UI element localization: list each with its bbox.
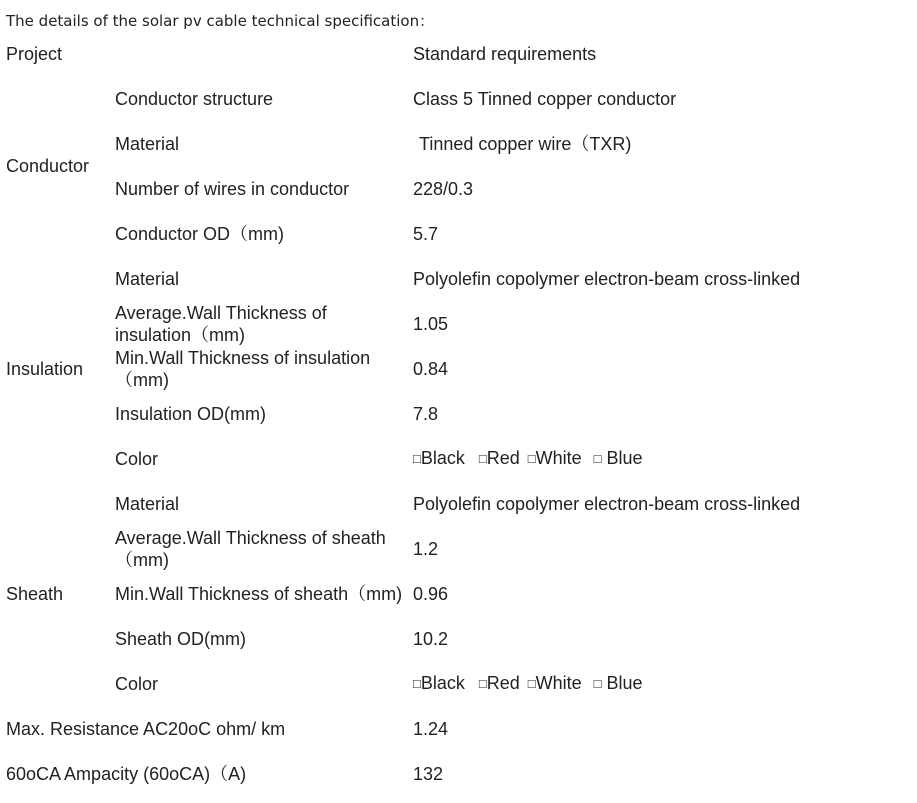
item-label: Material bbox=[115, 493, 180, 514]
item-label: 60oCA Ampacity (60oCA)（A) bbox=[6, 763, 247, 784]
item-value: 10.2 bbox=[413, 628, 449, 649]
checkbox-icon: □ bbox=[478, 451, 487, 466]
table-row bbox=[0, 616, 860, 661]
color-option: Red bbox=[486, 673, 520, 693]
group-sheath: Sheath bbox=[6, 583, 64, 604]
table-row bbox=[0, 166, 860, 211]
standard-header: Standard requirements bbox=[413, 43, 597, 64]
item-label: Average.Wall Thickness of sheath（mm) bbox=[115, 527, 386, 570]
item-value: 5.7 bbox=[413, 223, 439, 244]
item-value: 132 bbox=[413, 763, 444, 784]
color-option: White bbox=[535, 673, 582, 693]
group-conductor: Conductor bbox=[6, 156, 90, 176]
item-value: 0.84 bbox=[413, 358, 449, 379]
table-row bbox=[0, 661, 860, 706]
item-value: 0.96 bbox=[413, 583, 449, 604]
item-label: Insulation OD(mm) bbox=[115, 403, 267, 424]
table-row bbox=[0, 211, 860, 256]
checkbox-icon: □ bbox=[593, 676, 602, 691]
project-header: Project bbox=[6, 43, 63, 64]
table-row bbox=[0, 436, 860, 481]
table-row bbox=[0, 121, 860, 166]
color-options bbox=[407, 661, 860, 706]
color-options bbox=[407, 436, 860, 481]
color-option: Blue bbox=[606, 448, 643, 468]
color-option: Red bbox=[486, 448, 520, 468]
checkbox-icon: □ bbox=[413, 451, 421, 466]
item-label: Color bbox=[115, 673, 159, 694]
group-insulation: Insulation bbox=[6, 358, 84, 379]
table-row bbox=[0, 346, 860, 391]
item-label: Max. Resistance AC20oC ohm/ km bbox=[6, 718, 286, 739]
table-row bbox=[0, 481, 860, 526]
item-label: Sheath OD(mm) bbox=[115, 628, 247, 649]
item-label: Number of wires in conductor bbox=[115, 178, 350, 199]
checkbox-icon: □ bbox=[527, 676, 536, 691]
table-header-row bbox=[0, 31, 860, 76]
checkbox-icon: □ bbox=[527, 451, 536, 466]
item-value: 228/0.3 bbox=[413, 178, 474, 199]
item-label: Min.Wall Thickness of sheath（mm) bbox=[115, 583, 403, 604]
table-row bbox=[0, 751, 860, 796]
item-label: Conductor OD（mm) bbox=[115, 223, 285, 244]
item-label: Conductor structure bbox=[115, 88, 274, 109]
checkbox-icon: □ bbox=[413, 676, 421, 691]
item-label: Color bbox=[115, 448, 159, 469]
checkbox-icon: □ bbox=[478, 676, 487, 691]
table-row bbox=[0, 391, 860, 436]
table-row bbox=[0, 571, 860, 616]
checkbox-icon: □ bbox=[593, 451, 602, 466]
item-label: Material bbox=[115, 133, 180, 154]
color-option: Black bbox=[420, 673, 465, 693]
item-value: Polyolefin copolymer electron-beam cross-linked bbox=[413, 493, 801, 514]
table-row bbox=[0, 256, 860, 301]
item-value: Polyolefin copolymer electron-beam cross-linked bbox=[413, 268, 801, 289]
color-option: Blue bbox=[606, 673, 643, 693]
color-option: Black bbox=[420, 448, 465, 468]
item-label: Average.Wall Thickness of insulation（mm) bbox=[115, 302, 327, 345]
item-value: Class 5 Tinned copper conductor bbox=[413, 88, 677, 109]
table-row bbox=[0, 706, 860, 751]
spec-table bbox=[0, 31, 860, 796]
item-value: 1.2 bbox=[413, 538, 439, 559]
item-label: Min.Wall Thickness of insulation（mm) bbox=[115, 347, 371, 390]
document-heading: The details of the solar pv cable technical specification： bbox=[6, 12, 435, 30]
item-value: 7.8 bbox=[413, 403, 439, 424]
item-value: 1.24 bbox=[413, 718, 449, 739]
item-value: Tinned copper wire（TXR) bbox=[419, 133, 632, 154]
item-label: Material bbox=[115, 268, 180, 289]
table-row bbox=[0, 76, 860, 121]
item-value: 1.05 bbox=[413, 313, 449, 334]
color-option: White bbox=[535, 448, 582, 468]
table-row bbox=[0, 526, 860, 571]
table-row bbox=[0, 301, 860, 346]
